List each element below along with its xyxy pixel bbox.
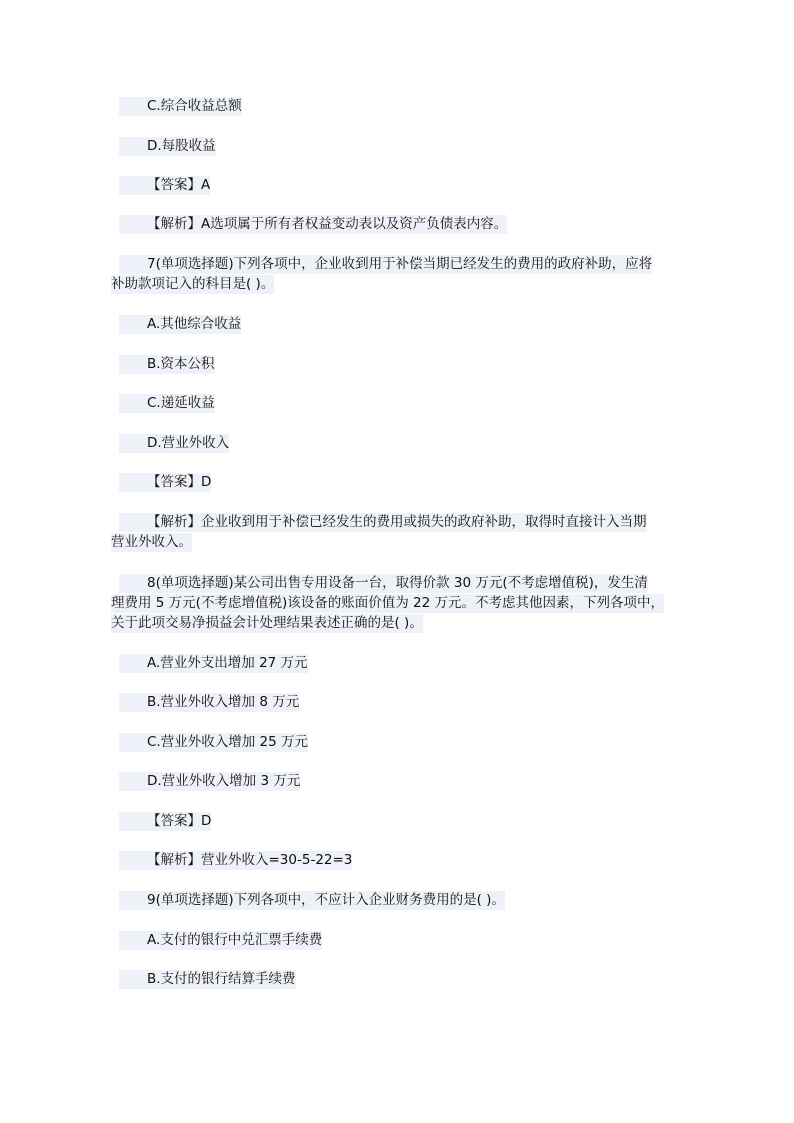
analysis-text: 【解析】营业外收入=30-5-22=3 (119, 851, 352, 870)
answer-label: 【答案】A (119, 176, 210, 195)
option-c: C.递延收益 (119, 394, 215, 413)
option-d: D.每股收益 (119, 137, 216, 156)
analysis-text: 【解析】A选项属于所有者权益变动表以及资产负债表内容。 (119, 215, 507, 234)
question-7-line-2: 补助款项记入的科目是( )。 (111, 276, 275, 292)
question-8-line-3: 关于此项交易净损益会计处理结果表述正确的是( )。 (111, 615, 423, 631)
option-a: A.支付的银行中兑汇票手续费 (119, 931, 322, 950)
option-c: C.营业外收入增加 25 万元 (119, 733, 308, 752)
question-7-line-1: 7(单项选择题)下列各项中，企业收到用于补偿当期已经发生的费用的政府补助，应将 (119, 255, 652, 274)
option-a: A.营业外支出增加 27 万元 (119, 654, 308, 673)
option-c: C.综合收益总额 (119, 97, 242, 116)
answer-label: 【答案】D (119, 473, 211, 492)
question-8-line-1: 8(单项选择题)某公司出售专用设备一台，取得价款 30 万元(不考虑增值税)，发生清 (119, 574, 648, 593)
question-9: 9(单项选择题)下列各项中，不应计入企业财务费用的是( )。 (119, 891, 505, 910)
question-8-line-2: 理费用 5 万元(不考虑增值税)该设备的账面价值为 22 万元。不考虑其他因素，下列各项中， (111, 595, 664, 611)
analysis-line-1: 【解析】企业收到用于补偿已经发生的费用或损失的政府补助，取得时直接计入当期 (119, 513, 647, 532)
analysis-line-2: 营业外收入。 (111, 534, 192, 550)
option-a: A.其他综合收益 (119, 315, 241, 334)
option-b: B.资本公积 (119, 355, 215, 374)
option-d: D.营业外收入增加 3 万元 (119, 772, 300, 791)
option-b: B.支付的银行结算手续费 (119, 970, 296, 989)
option-d: D.营业外收入 (119, 434, 229, 453)
option-b: B.营业外收入增加 8 万元 (119, 693, 299, 712)
answer-label: 【答案】D (119, 812, 211, 831)
